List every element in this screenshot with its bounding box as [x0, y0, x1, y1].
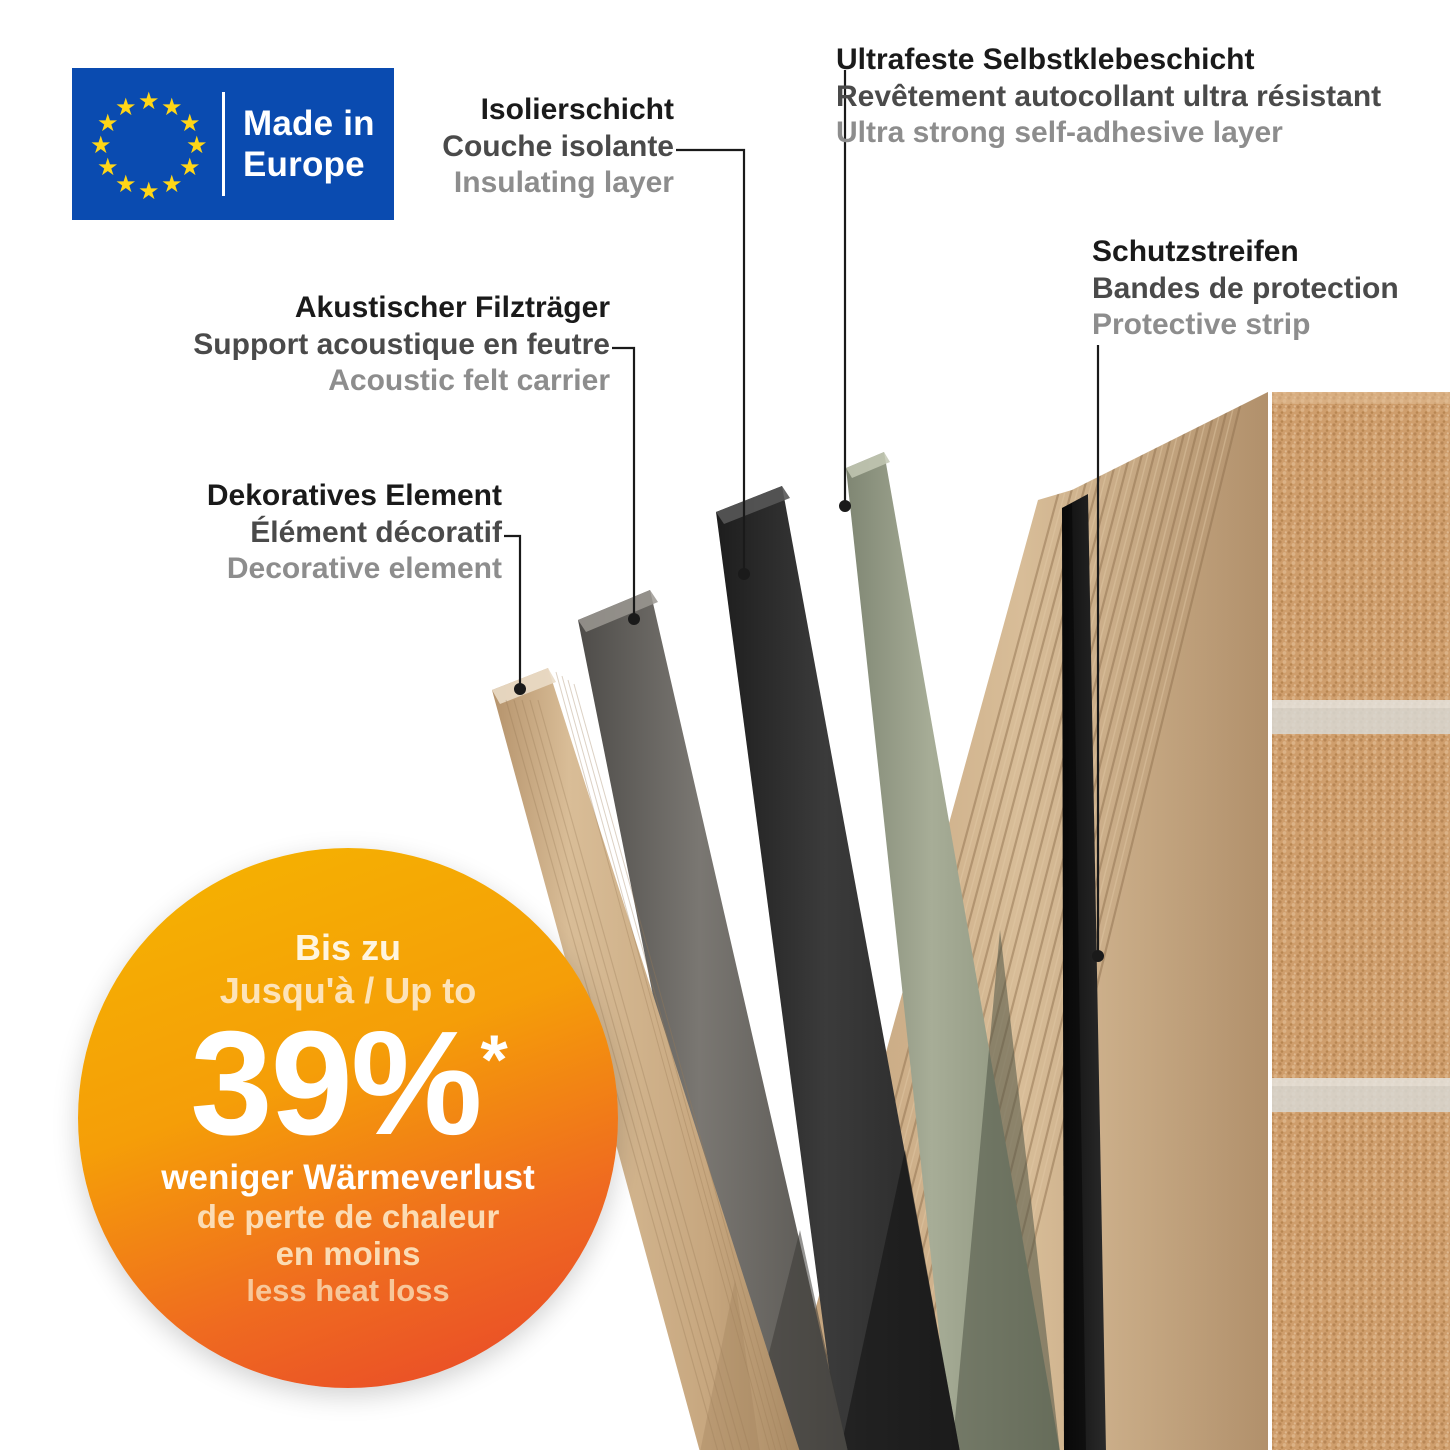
- label-en: Protective strip: [1092, 308, 1311, 342]
- promo-en-bottom: less heat loss: [246, 1273, 450, 1309]
- star-icon: ★: [179, 110, 201, 137]
- label-decorative-element: [110, 478, 502, 588]
- badge-line-2: Europe: [243, 145, 365, 184]
- label-en: Acoustic felt carrier: [328, 364, 610, 398]
- label-de: Ultrafeste Selbstklebeschicht: [836, 43, 1255, 76]
- label-fr: Couche isolante: [442, 129, 674, 163]
- label-acoustic-felt-carrier: [110, 290, 610, 400]
- star-icon: ★: [115, 94, 137, 121]
- star-icon: ★: [97, 110, 119, 137]
- label-fr: Bandes de protection: [1092, 271, 1399, 305]
- star-icon: ★: [179, 154, 201, 181]
- badge-line-1: Made in: [243, 103, 375, 143]
- label-protective-strip: [1092, 234, 1432, 344]
- label-fr: Support acoustique en feutre: [193, 327, 610, 361]
- promo-value-wrap: [190, 1001, 506, 1167]
- star-icon: ★: [186, 132, 208, 159]
- promo-asterisk: *: [480, 1020, 506, 1099]
- label-fr: Revêtement autocollant ultra résistant: [836, 79, 1382, 113]
- label-en: Ultra strong self-adhesive layer: [836, 116, 1283, 150]
- star-icon: ★: [115, 171, 137, 198]
- label-en: Decorative element: [226, 552, 502, 586]
- promo-de-top: Bis zu: [294, 926, 401, 968]
- heat-loss-promo-badge: [78, 848, 618, 1388]
- label-de: Dekoratives Element: [206, 479, 502, 512]
- label-de: Akustischer Filzträger: [294, 291, 610, 324]
- star-icon: ★: [161, 171, 183, 198]
- promo-fr-bottom-1: de perte de chaleur: [196, 1197, 500, 1235]
- promo-value: 39%: [190, 1001, 481, 1167]
- label-self-adhesive-layer: [836, 42, 1416, 152]
- promo-fr-bottom-2: en moins: [275, 1235, 421, 1273]
- label-de: Isolierschicht: [480, 93, 674, 126]
- star-icon: ★: [90, 132, 112, 159]
- label-de: Schutzstreifen: [1092, 235, 1299, 268]
- label-fr: Élément décoratif: [250, 515, 502, 549]
- star-icon: ★: [138, 88, 160, 115]
- label-en: Insulating layer: [453, 166, 674, 200]
- wall-surface: [1272, 392, 1450, 1450]
- star-icon: ★: [97, 154, 119, 181]
- label-insulating-layer: [230, 92, 674, 202]
- promo-de-bottom: weniger Wärmeverlust: [161, 1158, 535, 1198]
- star-icon: ★: [161, 94, 183, 121]
- promo-fr-top: Jusqu'à / Up to: [219, 969, 477, 1011]
- star-icon: ★: [138, 178, 160, 205]
- eu-stars-circle: [72, 68, 222, 220]
